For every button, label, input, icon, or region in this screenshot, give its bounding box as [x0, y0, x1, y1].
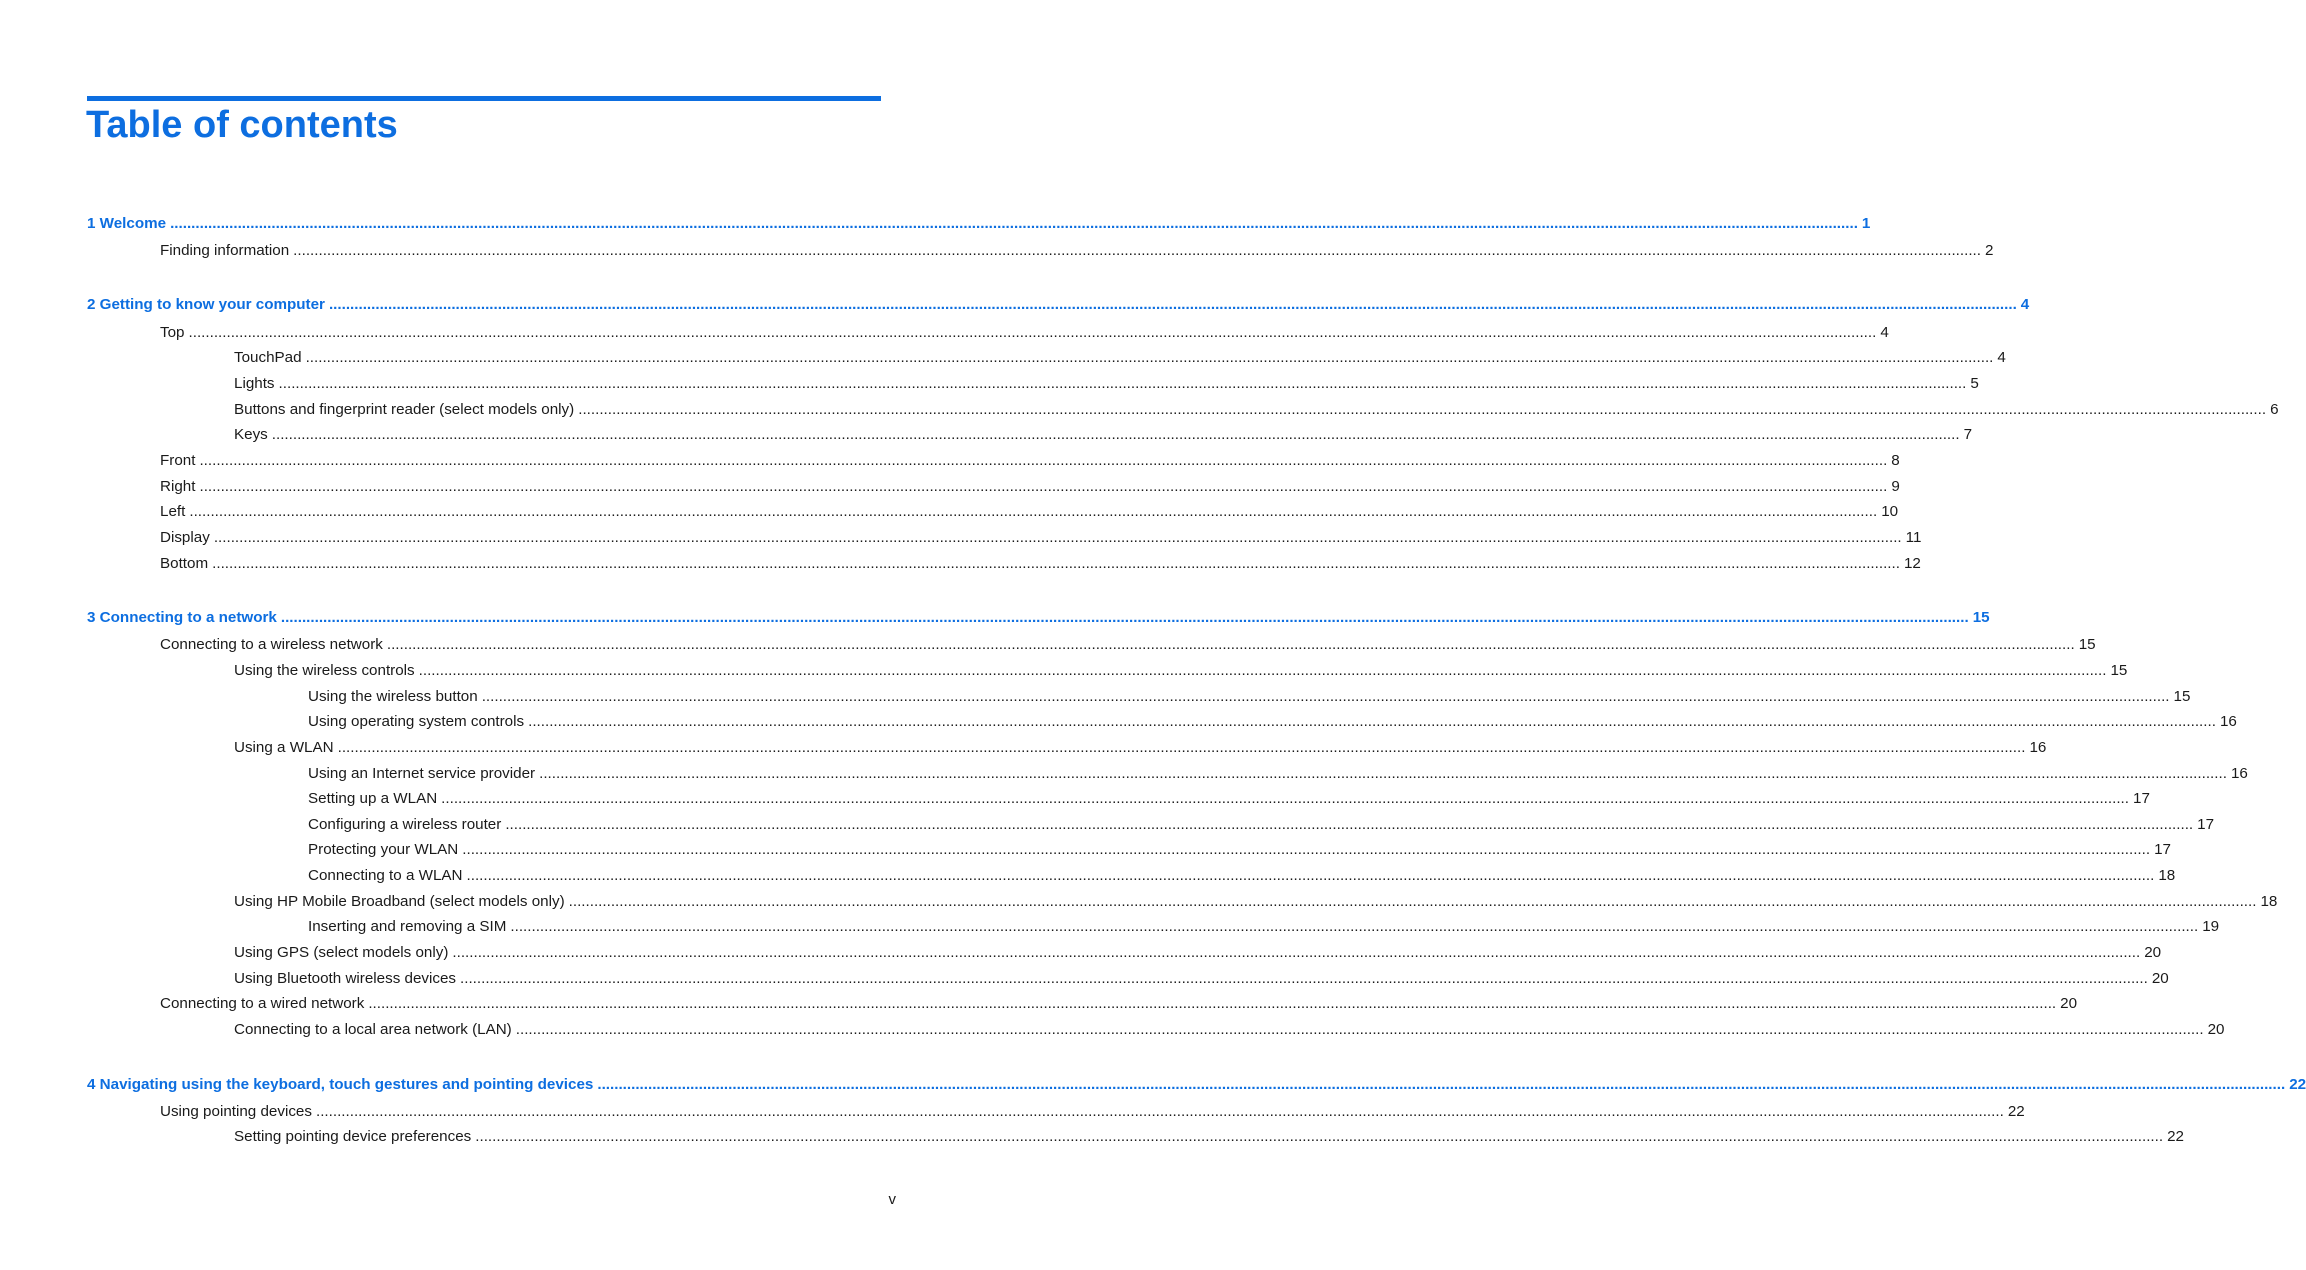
- toc-page-number: 16: [2219, 713, 2237, 730]
- toc-dot-leader: ................................................................................................................................................................................................................................................................................................................................................................................................................: [280, 609, 1969, 626]
- toc-entry[interactable]: [160, 634, 2096, 656]
- toc-entry-title: Left: [160, 503, 186, 520]
- toc-dot-leader: ................................................................................................................................................................................................................................................................................................................................................................................................................: [368, 995, 2057, 1012]
- toc-entry-title: 1 Welcome: [87, 215, 167, 232]
- toc-entry-title: Using Bluetooth wireless devices: [234, 970, 457, 987]
- toc-entry-title: Using GPS (select models only): [234, 944, 449, 961]
- toc-entry[interactable]: [308, 814, 2215, 836]
- toc-entry-title: 3 Connecting to a network: [87, 609, 277, 626]
- toc-entry-title: Bottom: [160, 555, 209, 572]
- toc-page-number: 15: [2078, 636, 2096, 653]
- toc-dot-leader: ................................................................................................................................................................................................................................................................................................................................................................................................................: [452, 944, 2141, 961]
- toc-entry[interactable]: [234, 660, 2128, 682]
- page-number: v: [888, 1191, 896, 1208]
- toc-entry-title: Inserting and removing a SIM: [308, 918, 507, 935]
- toc-chapter-entry[interactable]: [87, 607, 1990, 629]
- toc-entry[interactable]: [308, 916, 2220, 938]
- toc-dot-leader: ................................................................................................................................................................................................................................................................................................................................................................................................................: [466, 867, 2155, 884]
- toc-page-number: 18: [2260, 893, 2278, 910]
- toc-dot-leader: ................................................................................................................................................................................................................................................................................................................................................................................................................: [293, 242, 1982, 259]
- toc-page-number: 5: [1970, 375, 1979, 392]
- toc-entry-title: Using pointing devices: [160, 1103, 312, 1120]
- toc-dot-leader: ................................................................................................................................................................................................................................................................................................................................................................................................................: [278, 375, 1967, 392]
- toc-page-number: 17: [2133, 790, 2150, 807]
- toc-entry[interactable]: [160, 450, 1900, 472]
- toc-entry-title: 2 Getting to know your computer: [87, 296, 325, 313]
- toc-entry[interactable]: [234, 942, 2162, 964]
- toc-entry[interactable]: [160, 553, 1921, 575]
- toc-entry-title: Lights: [234, 375, 275, 392]
- toc-entry[interactable]: [234, 891, 2278, 913]
- toc-dot-leader: ................................................................................................................................................................................................................................................................................................................................................................................................................: [475, 1128, 2164, 1145]
- toc-entry[interactable]: [160, 322, 1889, 344]
- toc-page-number: 18: [2158, 867, 2176, 884]
- toc-entry-title: Using HP Mobile Broadband (select models only): [234, 893, 565, 910]
- toc-entry-title: Connecting to a local area network (LAN): [234, 1021, 512, 1038]
- toc-entry[interactable]: [160, 993, 2078, 1015]
- toc-dot-leader: ................................................................................................................................................................................................................................................................................................................................................................................................................: [315, 1103, 2004, 1120]
- toc-dot-leader: ................................................................................................................................................................................................................................................................................................................................................................................................................: [539, 765, 2227, 782]
- toc-chapter-entry[interactable]: [87, 294, 2030, 316]
- toc-dot-leader: ................................................................................................................................................................................................................................................................................................................................................................................................................: [505, 816, 2194, 833]
- toc-page-number: 17: [2154, 841, 2171, 858]
- toc-dot-leader: ................................................................................................................................................................................................................................................................................................................................................................................................................: [189, 503, 1878, 520]
- toc-entry-title: Right: [160, 478, 196, 495]
- toc-dot-leader: ................................................................................................................................................................................................................................................................................................................................................................................................................: [568, 893, 2257, 910]
- toc-entry-title: Keys: [234, 426, 268, 443]
- toc-entry-title: Buttons and fingerprint reader (select models only): [234, 401, 575, 418]
- toc-page-number: 20: [2144, 944, 2162, 961]
- toc-chapter-entry[interactable]: [87, 1074, 2306, 1096]
- toc-entry-title: TouchPad: [234, 349, 302, 366]
- page-title: Table of contents: [86, 104, 398, 146]
- toc-page-number: 4: [1997, 349, 2006, 366]
- toc-page-number: 16: [2230, 765, 2248, 782]
- toc-page-number: 4: [2020, 296, 2030, 313]
- toc-dot-leader: ................................................................................................................................................................................................................................................................................................................................................................................................................: [188, 324, 1877, 341]
- toc-page-number: 20: [2207, 1021, 2225, 1038]
- toc-entry-title: Using the wireless controls: [234, 662, 415, 679]
- toc-entry-title: Using the wireless button: [308, 688, 478, 705]
- toc-dot-leader: ................................................................................................................................................................................................................................................................................................................................................................................................................: [441, 790, 2130, 807]
- toc-entry[interactable]: [234, 968, 2169, 990]
- toc-entry[interactable]: [160, 501, 1899, 523]
- toc-dot-leader: ................................................................................................................................................................................................................................................................................................................................................................................................................: [510, 918, 2199, 935]
- toc-page-number: 22: [2289, 1076, 2306, 1093]
- toc-entry-title: Using operating system controls: [308, 713, 525, 730]
- toc-entry[interactable]: [160, 1101, 2025, 1123]
- toc-dot-leader: ................................................................................................................................................................................................................................................................................................................................................................................................................: [199, 478, 1888, 495]
- toc-dot-leader: ................................................................................................................................................................................................................................................................................................................................................................................................................: [305, 349, 1994, 366]
- toc-page-number: 10: [1881, 503, 1899, 520]
- toc-entry[interactable]: [234, 1126, 2184, 1148]
- toc-page-number: 15: [2110, 662, 2128, 679]
- toc-entry-title: 4 Navigating using the keyboard, touch gestures and pointing devices: [87, 1076, 594, 1093]
- toc-dot-leader: ................................................................................................................................................................................................................................................................................................................................................................................................................: [328, 296, 2017, 313]
- toc-entry[interactable]: [160, 476, 1900, 498]
- toc-entry-title: Setting pointing device preferences: [234, 1128, 472, 1145]
- toc-page-number: 15: [1972, 609, 1990, 626]
- toc-dot-leader: ................................................................................................................................................................................................................................................................................................................................................................................................................: [212, 555, 1900, 572]
- toc-page-number: 15: [2173, 688, 2191, 705]
- toc-entry-title: Finding information: [160, 242, 290, 259]
- toc-dot-leader: ................................................................................................................................................................................................................................................................................................................................................................................................................: [199, 452, 1888, 469]
- toc-entry-title: Configuring a wireless router: [308, 816, 502, 833]
- toc-dot-leader: ................................................................................................................................................................................................................................................................................................................................................................................................................: [170, 215, 1858, 232]
- toc-page-number: 22: [2167, 1128, 2184, 1145]
- toc-entry[interactable]: [308, 788, 2150, 810]
- toc-entry-title: Connecting to a wired network: [160, 995, 365, 1012]
- toc-page-number: 6: [2270, 401, 2279, 418]
- toc-entry-title: Protecting your WLAN: [308, 841, 459, 858]
- toc-entry[interactable]: [234, 1019, 2225, 1041]
- toc-page-number: 9: [1891, 478, 1900, 495]
- toc-dot-leader: ................................................................................................................................................................................................................................................................................................................................................................................................................: [481, 688, 2170, 705]
- toc-entry-title: Using a WLAN: [234, 739, 334, 756]
- toc-dot-leader: ................................................................................................................................................................................................................................................................................................................................................................................................................: [460, 970, 2148, 987]
- toc-entry[interactable]: [234, 347, 2006, 369]
- toc-dot-leader: ................................................................................................................................................................................................................................................................................................................................................................................................................: [271, 426, 1960, 443]
- toc-page-number: 8: [1891, 452, 1900, 469]
- toc-entry[interactable]: [234, 373, 1979, 395]
- toc-dot-leader: ................................................................................................................................................................................................................................................................................................................................................................................................................: [386, 636, 2075, 653]
- toc-page-number: 19: [2202, 918, 2220, 935]
- toc-page-number: 2: [1985, 242, 1994, 259]
- toc-dot-leader: ................................................................................................................................................................................................................................................................................................................................................................................................................: [213, 529, 1902, 546]
- toc-entry[interactable]: [160, 240, 1994, 262]
- toc-entry-title: Connecting to a WLAN: [308, 867, 463, 884]
- toc-page-number: 20: [2060, 995, 2078, 1012]
- toc-page-number: 22: [2007, 1103, 2025, 1120]
- toc-dot-leader: ................................................................................................................................................................................................................................................................................................................................................................................................................: [515, 1021, 2204, 1038]
- toc-dot-leader: ................................................................................................................................................................................................................................................................................................................................................................................................................: [578, 401, 2267, 418]
- toc-entry-title: Display: [160, 529, 210, 546]
- toc-dot-leader: ................................................................................................................................................................................................................................................................................................................................................................................................................: [462, 841, 2151, 858]
- toc-page-number: 16: [2029, 739, 2047, 756]
- toc-dot-leader: ................................................................................................................................................................................................................................................................................................................................................................................................................: [418, 662, 2107, 679]
- toc-entry-title: Using an Internet service provider: [308, 765, 536, 782]
- toc-entry[interactable]: [308, 686, 2191, 708]
- toc-page-number: 4: [1880, 324, 1889, 341]
- toc-page-number: 12: [1903, 555, 1921, 572]
- toc-dot-leader: ................................................................................................................................................................................................................................................................................................................................................................................................................: [337, 739, 2026, 756]
- toc-entry[interactable]: [308, 711, 2237, 733]
- toc-chapter-entry[interactable]: [87, 213, 1871, 235]
- toc-page-number: 20: [2151, 970, 2169, 987]
- toc-entry-title: Front: [160, 452, 196, 469]
- toc-page-number: 7: [1963, 426, 1973, 443]
- toc-entry-title: Connecting to a wireless network: [160, 636, 383, 653]
- toc-page-number: 17: [2197, 816, 2215, 833]
- toc-entry[interactable]: [234, 424, 1973, 446]
- toc-entry[interactable]: [308, 763, 2248, 785]
- toc-dot-leader: ................................................................................................................................................................................................................................................................................................................................................................................................................: [597, 1076, 2286, 1093]
- toc-entry[interactable]: [234, 737, 2047, 759]
- toc-entry-title: Top: [160, 324, 185, 341]
- toc-entry[interactable]: [308, 839, 2171, 861]
- toc-page-number: 1: [1861, 215, 1871, 232]
- toc-entry[interactable]: [234, 399, 2279, 421]
- toc-dot-leader: ................................................................................................................................................................................................................................................................................................................................................................................................................: [528, 713, 2216, 730]
- toc-page-number: 11: [1905, 529, 1922, 546]
- toc-entry[interactable]: [308, 865, 2176, 887]
- toc-entry[interactable]: [160, 527, 1922, 549]
- toc-entry-title: Setting up a WLAN: [308, 790, 438, 807]
